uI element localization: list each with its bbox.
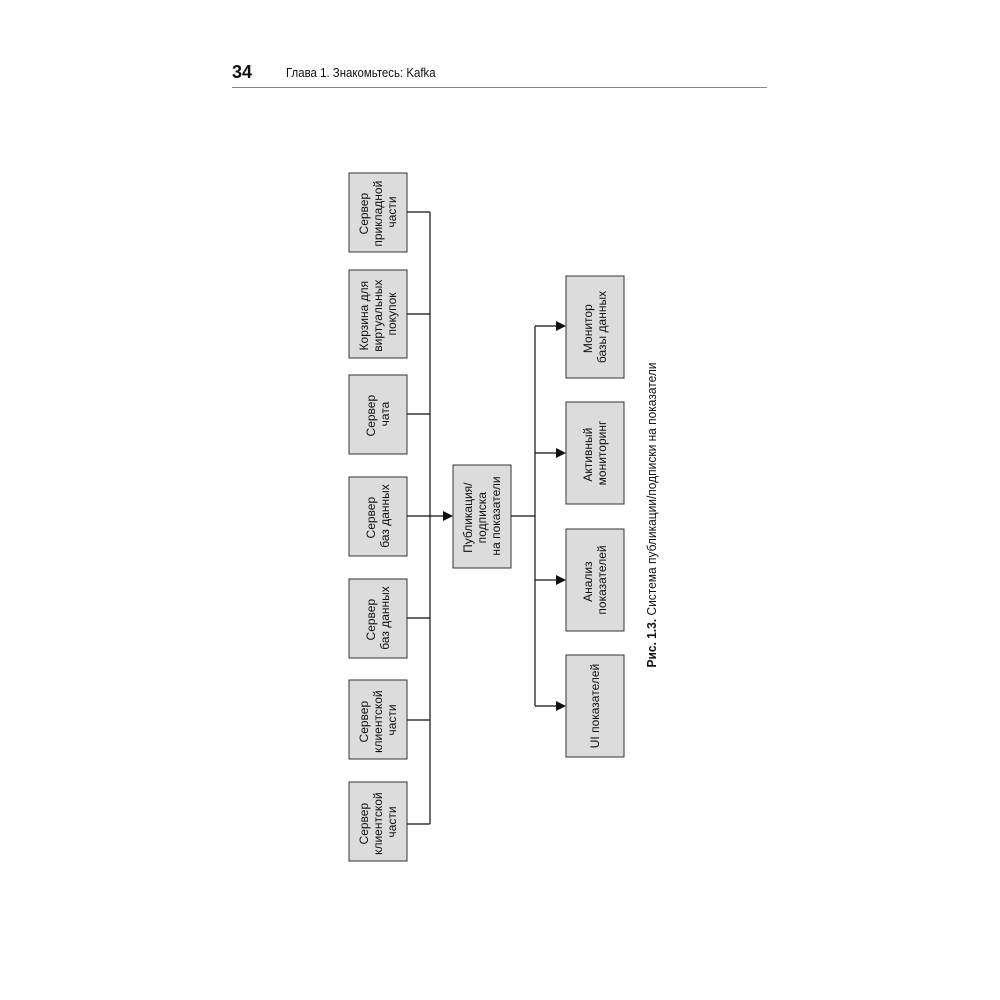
svg-text:Активный мониторинг bbox=[581, 420, 609, 485]
running-title: Глава 1. Знакомьтесь: Kafka bbox=[286, 65, 436, 80]
caption-number: Рис. 1.3. bbox=[644, 614, 659, 668]
hub-line-2: подписка bbox=[475, 492, 489, 544]
source-box-2 bbox=[349, 270, 407, 358]
source-box-6 bbox=[349, 680, 407, 759]
arrow-consumer-1 bbox=[556, 321, 566, 331]
source-box-2-line-3: покупок bbox=[385, 292, 399, 336]
source-box-5 bbox=[349, 579, 407, 658]
source-box-6-line-1: Сервер bbox=[357, 700, 371, 743]
source-box-2-line-2: виртуальных bbox=[371, 279, 385, 352]
source-box-1-line-1: Сервер bbox=[357, 192, 371, 235]
source-box-3-line-1: Сервер bbox=[364, 394, 378, 437]
source-box-1-line-2: прикладной bbox=[371, 180, 385, 247]
svg-text:Сервер баз данных bbox=[364, 484, 392, 548]
consumer-box-1-line-1: Монитор bbox=[581, 304, 595, 354]
consumer-box-3-line-1: Анализ bbox=[581, 561, 595, 602]
consumer-box-3 bbox=[566, 529, 624, 631]
source-box-4 bbox=[349, 477, 407, 556]
source-box-4-line-1: Сервер bbox=[364, 496, 378, 539]
source-box-7 bbox=[349, 782, 407, 861]
figure-caption bbox=[644, 340, 659, 668]
consumer-box-3-line-2: показателей bbox=[595, 545, 609, 615]
source-box-5-line-1: Сервер bbox=[364, 598, 378, 641]
svg-text:Монитор базы данных bbox=[581, 291, 609, 363]
svg-text:UI показателей bbox=[588, 664, 602, 749]
source-box-7-line-1: Сервер bbox=[357, 802, 371, 845]
consumer-box-4 bbox=[566, 655, 624, 757]
hub-line-1: Публикация/ bbox=[461, 482, 475, 553]
source-box-3-line-2: чата bbox=[378, 401, 392, 427]
consumer-box-1-line-2: базы данных bbox=[595, 290, 609, 364]
caption-text: Система публикации/подписки на показатели bbox=[644, 340, 659, 619]
source-box-2-line-1: Корзина для bbox=[357, 280, 371, 351]
hub-line-3: на показатели bbox=[489, 476, 503, 556]
consumer-box-1 bbox=[566, 276, 624, 378]
page-number: 34 bbox=[232, 62, 253, 82]
arrow-consumer-2 bbox=[556, 448, 566, 458]
consumer-connectors bbox=[511, 321, 566, 711]
source-box-7-line-3: части bbox=[385, 806, 399, 838]
source-connectors bbox=[407, 212, 453, 824]
svg-text:Сервер баз данных bbox=[364, 586, 392, 650]
arrow-to-hub bbox=[443, 511, 453, 521]
consumer-box-2-line-1: Активный bbox=[581, 427, 595, 482]
consumer-box-2-line-2: мониторинг bbox=[595, 420, 609, 486]
source-box-3 bbox=[349, 375, 407, 454]
hub-box bbox=[453, 465, 511, 568]
source-box-1 bbox=[349, 173, 407, 252]
source-box-4-line-2: баз данных bbox=[378, 484, 392, 548]
consumer-box-2 bbox=[566, 402, 624, 504]
arrow-consumer-4 bbox=[556, 701, 566, 711]
arrow-consumer-3 bbox=[556, 575, 566, 585]
source-box-6-line-2: клиентской bbox=[371, 690, 385, 753]
source-box-6-line-3: части bbox=[385, 704, 399, 736]
source-box-1-line-3: части bbox=[385, 196, 399, 228]
source-box-5-line-2: баз данных bbox=[378, 586, 392, 650]
source-box-7-line-2: клиентской bbox=[371, 792, 385, 855]
consumer-box-4-line-1: UI показателей bbox=[588, 663, 602, 749]
